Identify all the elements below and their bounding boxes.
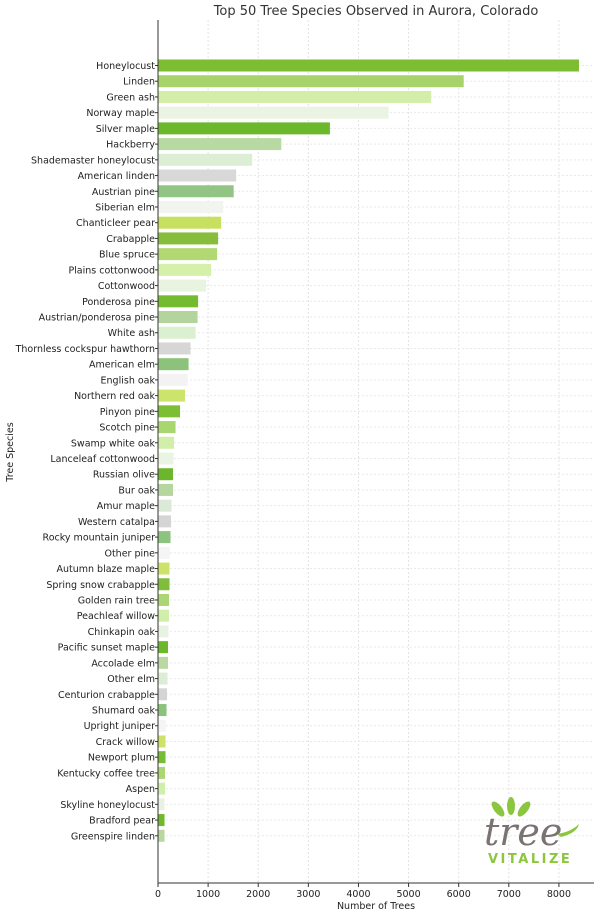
bar [158,783,165,795]
x-tick-label: 1000 [196,889,221,900]
bar [158,138,281,150]
bar [158,547,170,559]
bar [158,735,166,747]
category-label: Other pine [104,548,155,560]
category-label: Centurion crabapple [58,689,155,701]
x-tick-label: 6000 [446,889,471,900]
category-label: Siberian elm [95,202,155,214]
bar [158,437,174,449]
bar [158,405,180,417]
bar [158,594,169,606]
bar [158,91,431,103]
bar [158,280,206,292]
category-label: Bur oak [118,485,155,497]
category-label: Swamp white oak [70,438,155,450]
category-label: Linden [123,76,155,88]
bar [158,122,330,134]
category-label: Northern red oak [74,391,155,403]
bar [158,531,171,543]
category-label: Autumn blaze maple [56,564,155,576]
category-label: Russian olive [92,469,155,481]
bar [158,185,234,197]
bar [158,358,189,370]
category-label: Lanceleaf cottonwood [50,454,155,465]
bar [158,75,464,87]
bar [158,798,165,810]
category-label: Upright juniper [83,721,155,733]
x-tick-label: 2000 [246,889,271,900]
category-label: Norway maple [86,108,155,120]
bar [158,830,165,842]
category-label: Newport plum [87,752,155,764]
bar [158,673,168,685]
category-label: Amur maple [96,501,155,513]
x-tick-label: 8000 [546,889,572,900]
category-label: Rocky mountain juniper [42,532,155,544]
category-label: Shademaster honeylocust [31,155,155,167]
category-label: Skyline honeylocust [60,799,155,811]
category-label: English oak [100,375,155,387]
category-label: Greenspire linden [70,831,155,843]
logo-subword: VITALIZE [488,852,573,867]
category-labels [15,61,158,842]
bar [158,107,389,119]
bar [158,468,173,480]
bar [158,342,191,354]
category-label: Shumard oak [91,705,155,717]
bar [158,154,252,166]
x-tick-label: 3000 [296,889,321,900]
bar [158,688,167,700]
category-label: Chanticleer pear [76,218,155,230]
bar [158,610,169,622]
category-label: Pinyon pine [99,406,155,418]
y-axis-label: Tree Species [5,422,16,482]
category-label: Accolade elm [91,658,155,670]
bar [158,390,185,402]
bar [158,657,168,669]
category-label: Scotch pine [99,422,155,434]
x-tick-label: 0 [154,889,162,900]
bar [158,767,165,779]
bar [158,625,169,637]
bar [158,264,211,276]
x-tick-label: 4000 [346,889,371,900]
bar [158,563,170,575]
category-label: Bradford pear [89,815,155,827]
bar [158,170,236,182]
bar [158,217,221,229]
category-label: Cottonwood [97,281,155,293]
category-label: Thornless cockspur hawthorn [15,343,155,355]
bar [158,60,579,72]
category-label: Golden rain tree [77,595,155,607]
bar [158,704,167,716]
category-label: Green ash [106,92,155,104]
bar [158,500,172,512]
category-label: White ash [107,328,155,340]
category-label: Hackberry [106,139,155,151]
category-label: Austrian pine [91,186,155,198]
category-label: American linden [77,171,155,183]
category-label: Ponderosa pine [82,296,155,308]
bar [158,421,176,433]
bar [158,295,198,307]
bar [158,374,188,386]
category-label: Plains cottonwood [68,265,155,277]
category-label: Other elm [107,674,155,686]
bar [158,232,218,244]
x-axis-label: Number of Trees [336,901,416,912]
bar [158,641,168,653]
bar [158,751,166,763]
bar [158,814,165,826]
category-label: Spring snow crabapple [46,579,155,591]
logo-word: tree [484,810,563,854]
category-label: Kentucky coffee tree [57,768,155,780]
category-label: Peachleaf willow [76,611,155,623]
category-label: Austrian/ponderosa pine [38,312,155,324]
category-label: Silver maple [95,123,155,135]
category-label: Crabapple [106,233,155,245]
bar [158,311,198,323]
bar [158,720,166,732]
chart-title: Top 50 Tree Species Observed in Aurora, Colorado [213,4,539,19]
bars-group [158,60,579,842]
bar [158,515,171,527]
bar [158,248,217,260]
category-label: Blue spruce [98,249,155,261]
category-label: Honeylocust [96,61,155,72]
x-ticks [155,883,571,900]
bar [158,453,174,465]
category-label: Chinkapin oak [87,626,155,638]
bar [158,578,170,590]
category-label: Pacific sunset maple [57,642,155,654]
bar [158,327,196,339]
bar [158,484,173,496]
bar [158,201,223,213]
category-label: American elm [89,359,155,371]
category-label: Crack willow [95,736,155,748]
tree-vitalize-logo [484,797,579,867]
x-tick-label: 7000 [496,889,521,900]
x-tick-label: 5000 [396,889,421,900]
category-label: Western catalpa [77,516,155,528]
category-label: Aspen [125,784,155,796]
